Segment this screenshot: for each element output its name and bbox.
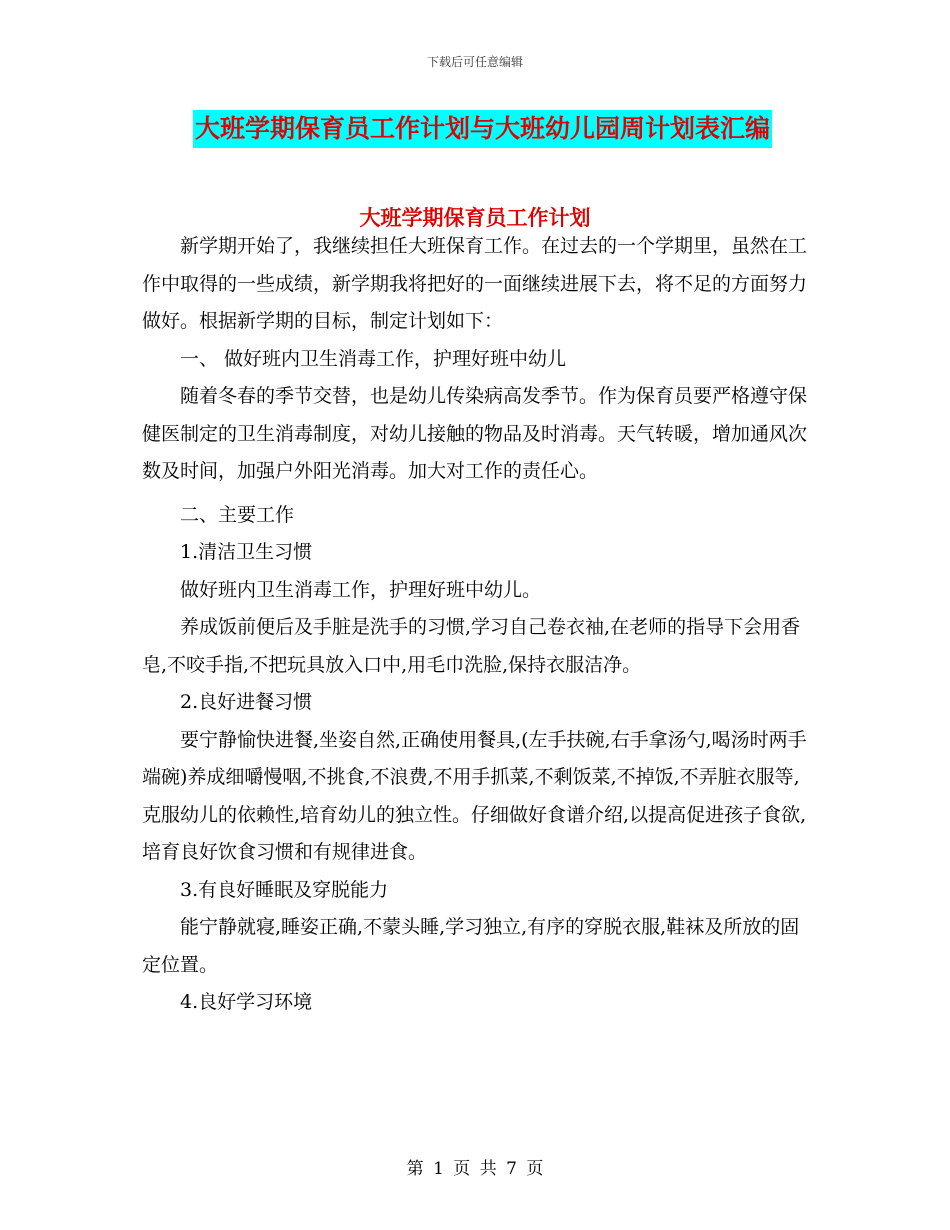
subheading-eating: 2.良好进餐习惯 (180, 691, 313, 713)
section-title: 大班学期保育员工作计划 (359, 205, 591, 230)
paragraph-hygiene: 随着冬春的季节交替，也是幼儿传染病高发季节。作为保育员要严格遵守保健医制定的卫生消毒制度，对幼儿接触的物品及时消毒。天气转暖，增加通风次数及时间，加强户外阳光消毒。加大对工作的责任心。 (142, 385, 808, 482)
heading-main-work: 二、主要工作 (180, 503, 295, 526)
paragraph-sleep: 能宁静就寝,睡姿正确,不蒙头睡,学习独立,有序的穿脱衣服,鞋袜及所放的固定位置。 (142, 916, 800, 976)
page-number-footer: 第 1 页 共 7 页 (406, 1159, 544, 1179)
document-title: 大班学期保育员工作计划与大班幼儿园周计划表汇编 (193, 110, 772, 148)
subheading-learning-environment: 4.良好学习环境 (180, 991, 313, 1013)
paragraph-eating: 要宁静愉快进餐,坐姿自然,正确使用餐具,(左手扶碗,右手拿汤勺,喝汤时两手端碗)养成细嚼慢咽,不挑食,不浪费,不用手抓菜,不剩饭菜,不掉饭,不弄脏衣服等,克服幼儿的依赖性,培育幼儿的独立性。仔细做好食谱介绍,以提高促进孩子食欲,培育良好饮食习惯和有规律进食。 (142, 728, 807, 863)
paragraph-handwashing: 养成饭前便后及手脏是洗手的习惯,学习自己卷衣袖,在老师的指导下会用香皂,不咬手指,不把玩具放入口中,用毛巾洗脸,保持衣服洁净。 (142, 616, 801, 676)
subheading-sleep: 3.有良好睡眠及穿脱能力 (180, 878, 389, 901)
page-header-note: 下载后可任意编辑 (426, 55, 523, 69)
document-body (142, 228, 810, 1022)
paragraph-intro: 新学期开始了，我继续担任大班保育工作。在过去的一个学期里，虽然在工作中取得的一些成绩，新学期我将把好的一面继续进展下去，将不足的方面努力做好。根据新学期的目标，制定计划如下： (142, 235, 808, 332)
paragraph-disinfection: 做好班内卫生消毒工作，护理好班中幼儿。 (180, 578, 542, 601)
subheading-cleanliness: 1.清洁卫生习惯 (180, 541, 313, 563)
heading-section-one: 一、 做好班内卫生消毒工作，护理好班中幼儿 (180, 347, 567, 370)
